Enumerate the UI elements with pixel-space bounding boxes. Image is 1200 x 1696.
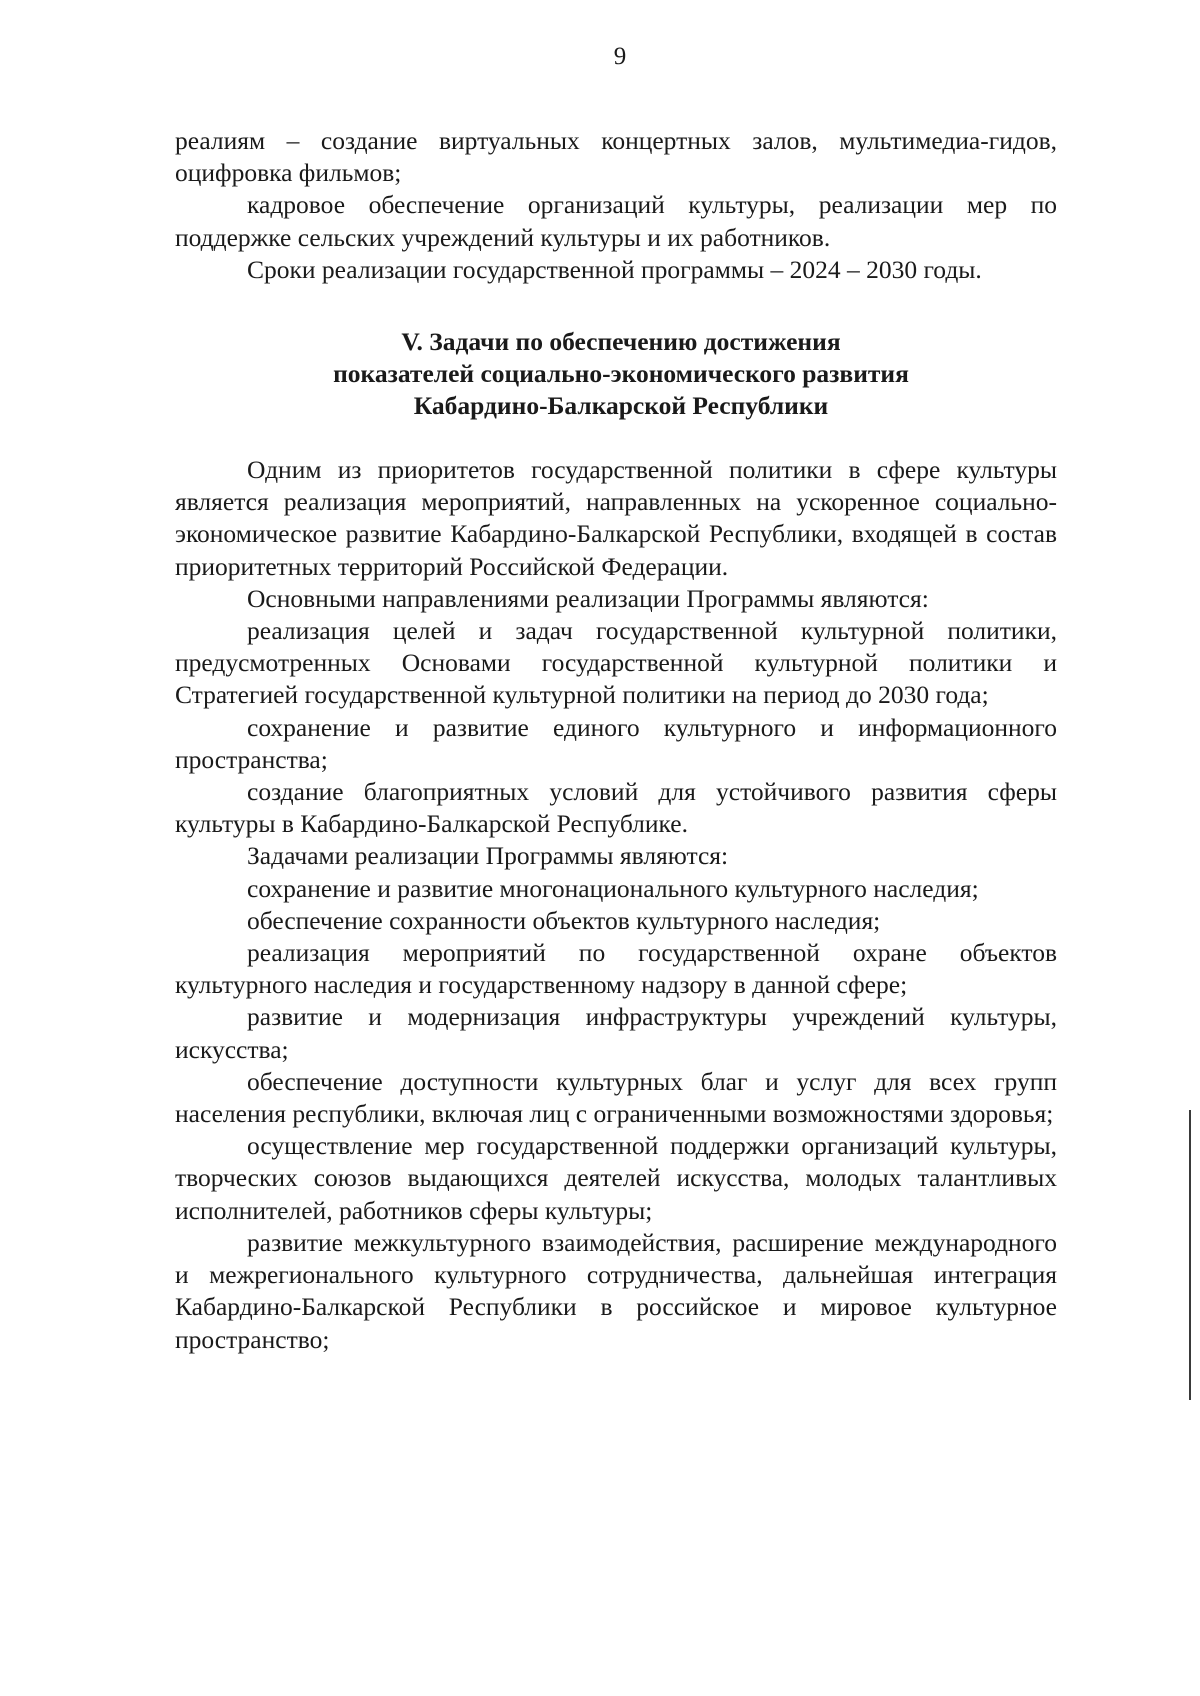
section-heading-line: показателей социально-экономического развития [333, 359, 909, 389]
paragraph: Сроки реализации государственной программы – 2024 – 2030 годы. [247, 254, 982, 284]
paragraph: сохранение и развитие многонационального культурного наследия; [247, 873, 979, 903]
paragraph: осуществление мер государственной поддержки организаций культуры, творческих союзов выдающихся деятелей искусства, молодых талантливых исполнителей, работников сферы культуры; [175, 1131, 1057, 1225]
paragraph: кадровое обеспечение организаций культуры, реализации мер по поддержке сельских учреждений культуры и их работников. [175, 190, 1057, 252]
scan-edge-line [1189, 1110, 1191, 1400]
paragraph: реализация целей и задач государственной культурной политики, предусмотренных Основами государственной культурной политики и Стратегией государственной культурной политики на период до 2030 года; [175, 616, 1057, 710]
paragraph: Одним из приоритетов государственной политики в сфере культуры является реализация мероприятий, направленных на ускоренное социально-экономическое развитие Кабардино-Балкарской Республики, входящей в состав приоритетных территорий Российской Федерации. [175, 455, 1057, 581]
section-heading-line: Кабардино-Балкарской Республики [413, 391, 829, 421]
paragraph: обеспечение сохранности объектов культурного наследия; [247, 905, 881, 935]
page-number: 9 [613, 43, 627, 70]
paragraph: сохранение и развитие единого культурного и информационного пространства; [175, 712, 1057, 774]
paragraph: развитие и модернизация инфраструктуры учреждений культуры, искусства; [175, 1002, 1057, 1064]
paragraph: реалиям – создание виртуальных концертных залов, мультимедиа-гидов, оцифровка фильмов; [175, 126, 1057, 188]
paragraph: Задачами реализации Программы являются: [247, 841, 729, 871]
paragraph: реализация мероприятий по государственной охране объектов культурного наследия и государственному надзору в данной сфере; [175, 938, 1057, 1000]
section-heading [175, 326, 1057, 422]
paragraph: создание благоприятных условий для устойчивого развития сферы культуры в Кабардино-Балкарской Республике. [175, 777, 1057, 839]
document-body [175, 125, 1057, 1356]
paragraph: развитие межкультурного взаимодействия, расширение международного и межрегионального культурного сотрудничества, дальнейшая интеграция Кабардино-Балкарской Республики в российское и мировое культурное пространство; [175, 1227, 1057, 1354]
paragraph: Основными направлениями реализации Программы являются: [247, 583, 929, 613]
section-heading-line: V. Задачи по обеспечению достижения [401, 327, 841, 357]
paragraph: обеспечение доступности культурных благ и услуг для всех групп населения республики, включая лиц с ограниченными возможностями здоровья; [175, 1066, 1057, 1129]
